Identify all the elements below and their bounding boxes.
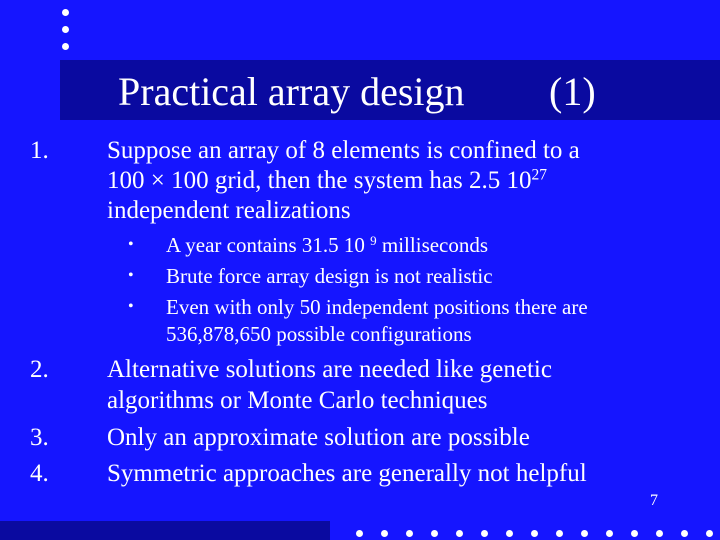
decorative-dot: [481, 530, 488, 537]
subitem-text: Brute force array design is not realistic: [166, 264, 493, 288]
slide-title-suffix: (1): [549, 69, 596, 114]
decorative-dot: [706, 530, 713, 537]
item-text-part: 100: [107, 167, 151, 194]
item-text: [107, 166, 547, 196]
decorative-dot: [456, 530, 463, 537]
item-text: independent realizations: [107, 197, 351, 224]
decorative-dot: [406, 530, 413, 537]
decorative-dot: [581, 530, 588, 537]
bullet-icon: •: [128, 267, 134, 284]
item-text-part: 100 grid, then the system has 2.5 10: [164, 167, 532, 194]
item-number: 1.: [30, 137, 49, 164]
decorative-dot: [381, 530, 388, 537]
item-number: 2.: [30, 356, 49, 383]
decorative-dot: [606, 530, 613, 537]
times-symbol: ×: [150, 167, 165, 194]
subitem-text: [166, 230, 488, 260]
decorative-dot: [431, 530, 438, 537]
exponent: 27: [531, 166, 547, 184]
item-text: Only an approximate solution are possible: [107, 424, 530, 451]
decorative-dot: [506, 530, 513, 537]
item-text: Suppose an array of 8 elements is confined to a: [107, 137, 580, 164]
item-text: Alternative solutions are needed like genetic: [107, 356, 552, 383]
decorative-dot: [556, 530, 563, 537]
bullet-icon: •: [128, 298, 134, 315]
page-number: 7: [650, 492, 658, 509]
item-number: 3.: [30, 424, 49, 451]
subitem-text-part: A year contains 31.5 10: [166, 233, 371, 257]
subitem-text: 536,878,650 possible configurations: [166, 322, 472, 346]
decorative-dot: [631, 530, 638, 537]
footer-band: [0, 521, 330, 540]
decorative-dot: [356, 530, 363, 537]
slide-title-text: Practical array design: [118, 69, 465, 114]
decorative-dot: [681, 530, 688, 537]
item-text: algorithms or Monte Carlo techniques: [107, 387, 488, 414]
decorative-dot: [656, 530, 663, 537]
item-text: Symmetric approaches are generally not helpful: [107, 460, 587, 487]
bullet-icon: •: [128, 236, 134, 253]
exponent: 9: [370, 232, 377, 248]
subitem-text-part: milliseconds: [376, 233, 489, 257]
subitem-text: Even with only 50 independent positions there are: [166, 295, 588, 319]
item-number: 4.: [30, 460, 49, 487]
decorative-dot: [531, 530, 538, 537]
